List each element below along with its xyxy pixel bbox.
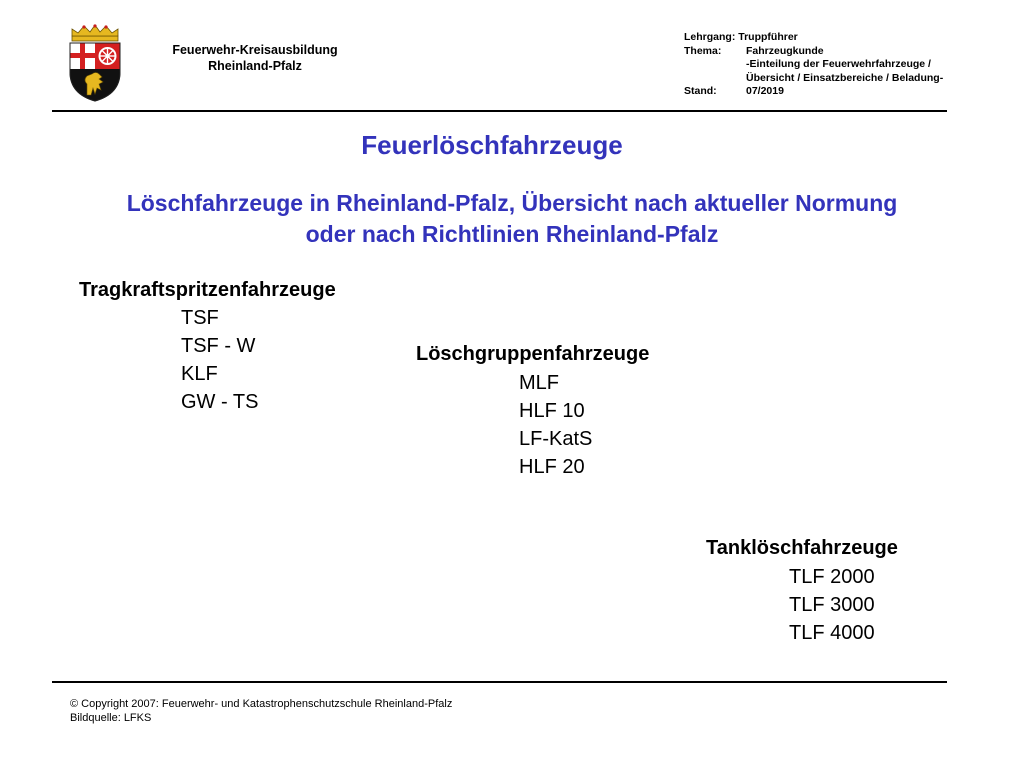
topic-label: Thema: — [684, 44, 722, 57]
subtitle-line-1: Löschfahrzeuge in Rheinland-Pfalz, Übersicht nach aktueller Normung — [126, 190, 898, 216]
course-label: Lehrgang: — [684, 31, 736, 43]
topic-row — [684, 45, 943, 59]
subtitle-line-2: oder nach Richtlinien Rheinland-Pfalz — [305, 221, 719, 247]
page-subtitle — [40, 188, 984, 250]
group-heading-loeschgruppenfahrzeuge: Löschgruppenfahrzeuge — [416, 343, 650, 365]
footer — [70, 697, 452, 725]
list-item: TSF - W — [181, 335, 256, 357]
list-item: HLF 20 — [519, 456, 585, 478]
list-item: TLF 2000 — [789, 566, 875, 588]
topic-line-2: -Einteilung der Feuerwehrfahrzeuge / — [746, 58, 931, 70]
status-label: Stand: — [684, 85, 717, 97]
status-row — [684, 85, 943, 99]
header-divider — [52, 110, 947, 112]
list-item: KLF — [181, 363, 218, 385]
org-line-2: Rheinland-Pfalz — [208, 59, 302, 73]
copyright-text: © Copyright 2007: Feuerwehr- und Katastrophenschutzschule Rheinland-Pfalz — [70, 698, 453, 710]
list-item: TLF 3000 — [789, 594, 875, 616]
course-value: Truppführer — [738, 31, 798, 43]
group-list-loeschgruppenfahrzeuge — [519, 369, 592, 481]
group-heading-tankloeschfahrzeuge: Tanklöschfahrzeuge — [706, 537, 898, 559]
image-source-text: Bildquelle: LFKS — [70, 712, 152, 724]
org-line-1: Feuerwehr-Kreisausbildung — [172, 43, 338, 57]
course-row — [684, 31, 943, 45]
group-heading-tragkraftspritzenfahrzeuge: Tragkraftspritzenfahrzeuge — [79, 279, 336, 301]
group-list-tankloeschfahrzeuge — [789, 563, 875, 647]
topic-line-3: Übersicht / Einsatzbereiche / Beladung- — [746, 71, 944, 84]
list-item: GW - TS — [181, 391, 259, 413]
group-list-tragkraftspritzenfahrzeuge — [181, 304, 258, 416]
list-item: HLF 10 — [519, 400, 585, 422]
list-item: LF-KatS — [519, 428, 593, 450]
topic-row-3 — [684, 72, 943, 86]
page-title: Feuerlöschfahrzeuge — [361, 130, 623, 160]
topic-value: Fahrzeugkunde — [746, 44, 824, 57]
list-item: TLF 4000 — [789, 622, 875, 644]
organization-name — [140, 42, 370, 74]
list-item: MLF — [519, 372, 559, 394]
footer-divider — [52, 681, 947, 683]
course-meta — [684, 31, 943, 99]
status-value: 07/2019 — [746, 85, 784, 97]
list-item: TSF — [181, 307, 219, 329]
coat-of-arms-icon — [66, 24, 124, 102]
topic-row-2 — [684, 58, 943, 72]
